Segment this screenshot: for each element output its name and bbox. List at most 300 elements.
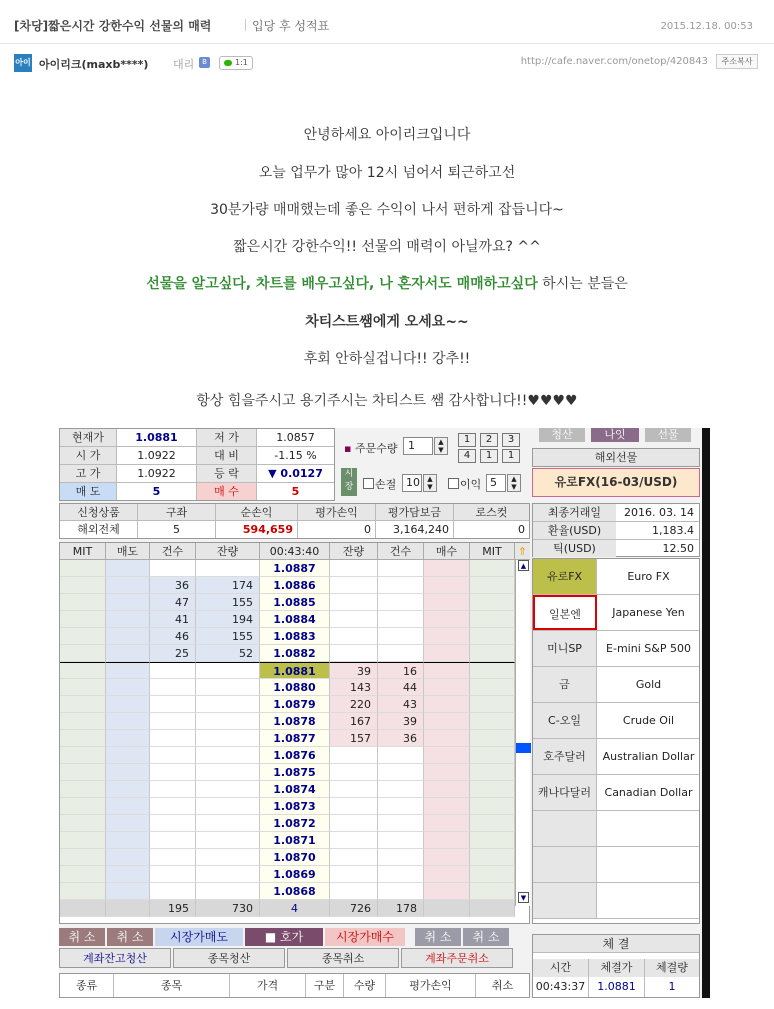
contract-info [532,503,700,557]
order-cell[interactable] [424,594,470,611]
qty-cell [330,764,378,781]
settle-buttons [59,948,530,969]
qty-preset-button[interactable]: 2 [480,433,498,447]
price-cell[interactable]: 1.0880 [260,679,330,696]
qty-cell [196,696,260,713]
chat-button[interactable] [219,56,253,70]
qty-cell [378,560,424,577]
body-line-magenta: 차티스트쌤에게 오세요~~ [305,314,469,330]
product-row-empty [533,883,699,919]
qty-cell: 52 [196,645,260,662]
order-cell[interactable] [424,815,470,832]
qty-cell [378,815,424,832]
order-cell[interactable] [106,713,150,730]
col-header: 종류 [60,974,114,997]
price-cell[interactable]: 1.0876 [260,747,330,764]
price-cell[interactable]: 1.0874 [260,781,330,798]
order-cell[interactable] [470,713,515,730]
qty-preset-button[interactable]: 1 [480,449,498,463]
order-cell[interactable] [106,594,150,611]
qty-cell [378,866,424,883]
qty-cell [330,866,378,883]
order-cell[interactable] [424,883,470,900]
body-line-green [0,273,774,293]
order-cell[interactable] [60,594,106,611]
qty-cell: 39 [330,662,378,679]
cell: 0 [518,523,525,536]
qty-cell [150,730,196,747]
col-header: 시간 [533,959,589,977]
scroll-up-icon[interactable]: ▲ [518,560,529,571]
product-row[interactable] [533,595,699,631]
qty-cell [150,679,196,696]
book-col-header: MIT [470,543,515,560]
qty-cell [196,747,260,764]
body-line: 항상 힘을주시고 용기주시는 차티스트 쌤 감사합니다!!♥♥♥♥ [196,393,578,409]
body-line: 오늘 업무가 많아 12시 넘어서 퇴근하고선 [258,165,516,181]
tab-settle[interactable]: 청산 [539,428,585,442]
qty-cell [330,628,378,645]
order-cell[interactable] [470,798,515,815]
qty-cell [150,883,196,900]
order-cell[interactable] [106,628,150,645]
market-buy-button[interactable]: 시장가매수 [325,928,405,946]
book-col-header: 매수 [424,543,470,560]
total-cell: 726 [330,900,378,917]
qty-cell: 167 [330,713,378,730]
empty-cell [533,847,597,882]
total-cell: 730 [196,900,260,917]
qty-cell: 194 [196,611,260,628]
price-cell[interactable]: 1.0882 [260,645,330,662]
qty-cell [330,611,378,628]
order-cell[interactable] [470,662,515,679]
info-label: 틱(USD) [533,540,616,557]
qty-cell [378,781,424,798]
price-cell[interactable]: 1.0887 [260,560,330,577]
scrollbar[interactable] [515,560,530,906]
qty-cell [196,883,260,900]
order-cell[interactable] [106,747,150,764]
qty-cell [378,594,424,611]
order-cell[interactable] [60,849,106,866]
order-cell[interactable] [106,798,150,815]
collapse-icon[interactable]: ⇑ [515,543,530,560]
col-header: 순손익 [216,504,298,521]
book-col-header: 건수 [150,543,196,560]
order-cell[interactable] [60,645,106,662]
profit-checkbox[interactable] [448,478,459,489]
price-cell[interactable]: 1.0869 [260,866,330,883]
quote-value: 1.0922 [116,465,196,482]
cancel-button[interactable]: 취 소 [415,928,461,946]
cell: 5 [138,521,216,538]
order-cell[interactable] [106,781,150,798]
col-header: 신청상품 [60,504,138,521]
order-cell[interactable] [106,662,150,679]
stop-checkbox[interactable] [363,478,374,489]
order-cell[interactable] [106,815,150,832]
product-row[interactable] [533,739,699,775]
order-cell[interactable] [60,798,106,815]
col-header: 평가담보금 [376,504,454,521]
order-book [59,542,530,924]
qty-cell: 143 [330,679,378,696]
qty-cell: 155 [196,594,260,611]
order-cell[interactable] [470,594,515,611]
stop-spinner[interactable]: ▲ ▼ [423,474,437,492]
qty-cell [150,764,196,781]
total-cell [470,900,515,917]
order-cell[interactable] [424,832,470,849]
order-cell[interactable] [424,560,470,577]
cell: 0 [298,521,376,538]
order-cell[interactable] [470,866,515,883]
qty-cell: 36 [150,577,196,594]
qty-cell [150,662,196,679]
qty-cell: 16 [378,662,424,679]
qty-cell [196,849,260,866]
qty-cell [330,594,378,611]
profit-spinner[interactable]: ▲ ▼ [507,474,521,492]
green-text: 선물을 알고싶다, 차트를 배우고싶다, 나 혼자서도 매매하고싶다 [146,276,538,292]
product-name: Crude Oil [622,714,675,727]
qty-cell [330,747,378,764]
total-cell [106,900,150,917]
order-cell[interactable] [60,781,106,798]
qty-preset-button[interactable]: 3 [502,433,520,447]
board-link[interactable]: 입당 후 성적표 [252,19,330,33]
order-qty-label: ▪ 주문수량 [344,442,398,455]
empty-cell [533,811,597,846]
post-title[interactable]: [차당]짧은시간 강한수익 선물의 매력 [14,19,212,33]
order-cell[interactable] [60,883,106,900]
market-button[interactable]: 시장 [341,468,357,496]
order-cell[interactable] [470,832,515,849]
qty-cell [196,815,260,832]
order-cell[interactable] [470,560,515,577]
price-cell[interactable]: 1.0885 [260,594,330,611]
info-value: 12.50 [662,542,694,555]
price-cell[interactable]: 1.0881 [260,662,330,679]
tab-night[interactable]: 나잇 [591,428,639,442]
qty-cell [150,560,196,577]
product-name: Canadian Dollar [604,786,693,799]
qty-cell: 25 [150,645,196,662]
order-cell[interactable] [470,611,515,628]
order-cell[interactable] [424,781,470,798]
qty-cell [196,679,260,696]
total-cell [60,900,106,917]
order-cell[interactable] [60,713,106,730]
quote-table [59,428,335,501]
order-cell[interactable] [424,866,470,883]
qty-cell [150,798,196,815]
stop-label: 손절 [375,478,397,491]
quote-label: 대 비 [196,447,256,464]
item-settle-button[interactable]: 종목청산 [173,948,285,968]
scroll-down-icon[interactable]: ▼ [518,892,529,903]
qty-cell [330,832,378,849]
qty-cell [150,781,196,798]
book-col-header: 건수 [378,543,424,560]
cancel-button[interactable]: 취 소 [463,928,509,946]
market-sell-button[interactable]: 시장가매도 [155,928,243,946]
order-cell[interactable] [60,628,106,645]
price-cell[interactable]: 1.0873 [260,798,330,815]
qty-cell [378,798,424,815]
order-cell[interactable] [60,747,106,764]
order-cell[interactable] [470,679,515,696]
item-cancel-button[interactable]: 종목취소 [287,948,399,968]
order-cell[interactable] [106,560,150,577]
order-qty-input[interactable]: 1 [403,437,433,455]
author-role: 대리 [173,58,195,71]
order-cell[interactable] [470,628,515,645]
copy-url-button[interactable]: 주소복사 [716,54,758,69]
qty-cell [378,849,424,866]
order-cell[interactable] [470,883,515,900]
qty-cell [150,747,196,764]
qty-cell: 41 [150,611,196,628]
order-cell[interactable] [470,849,515,866]
chat-bubble-icon [224,60,232,66]
info-label: 최종거래일 [533,504,616,521]
order-cell[interactable] [106,866,150,883]
order-cell[interactable] [60,611,106,628]
selected-product[interactable]: 유로FX(16-03/USD) [532,468,700,497]
net-pnl: 594,659 [216,521,298,538]
product-row[interactable] [533,703,699,739]
order-cell[interactable] [106,849,150,866]
col-header: 체결량 [645,959,699,977]
qty-preset-button[interactable]: 1 [502,449,520,463]
order-cell[interactable] [424,628,470,645]
order-cell[interactable] [424,764,470,781]
price-cell[interactable]: 1.0877 [260,730,330,747]
qty-cell [330,798,378,815]
qty-cell [378,628,424,645]
post-url[interactable]: http://cafe.naver.com/onetop/420843 [520,56,708,67]
account-order-cancel-button[interactable]: 계좌주문취소 [401,948,513,968]
qty-cell [196,560,260,577]
sell-label: 매 도 [60,483,116,500]
quote-value: -1.15 % [256,447,334,464]
qty-cell [196,798,260,815]
order-cell[interactable] [60,662,106,679]
order-cell[interactable] [106,832,150,849]
order-cell[interactable] [106,764,150,781]
order-cell[interactable] [106,577,150,594]
qty-cell [378,747,424,764]
price-cell[interactable]: 1.0872 [260,815,330,832]
qty-cell [378,645,424,662]
author-name[interactable]: 아이리크(maxb****) [39,58,149,71]
body-line: 안녕하세요 아이리크입니다 [303,127,471,143]
order-cell[interactable] [60,560,106,577]
order-cell[interactable] [470,696,515,713]
green-suffix: 하시는 분들은 [537,276,628,292]
product-name: Gold [635,678,662,691]
order-cell[interactable] [424,577,470,594]
book-col-header: 잔량 [196,543,260,560]
cell: 해외전체 [60,521,138,538]
order-cell[interactable] [60,679,106,696]
qty-cell [330,645,378,662]
exec-time: 00:43:37 [533,977,589,997]
order-cell[interactable] [60,696,106,713]
buy-label: 매 수 [196,483,256,500]
order-cell[interactable] [424,662,470,679]
tab-futures[interactable]: 선물 [645,428,691,442]
order-cell[interactable] [60,764,106,781]
qty-cell: 220 [330,696,378,713]
avatar[interactable]: 아이 [14,54,32,72]
order-cell[interactable] [424,730,470,747]
book-col-header: 00:43:40 [260,543,330,560]
qty-cell [196,866,260,883]
qty-cell [196,781,260,798]
col-header: 체결가 [589,959,645,977]
order-cell[interactable] [106,611,150,628]
order-cell[interactable] [424,679,470,696]
order-cell[interactable] [424,611,470,628]
qty-cell [196,730,260,747]
product-code: 캐나다달러 [533,775,597,810]
col-header: 구분 [306,974,344,997]
order-cell[interactable] [424,798,470,815]
qty-spinner[interactable]: ▲ ▼ [434,437,448,455]
order-cell[interactable] [424,747,470,764]
order-cell[interactable] [424,696,470,713]
price-cell[interactable]: 1.0879 [260,696,330,713]
order-cell[interactable] [106,645,150,662]
quote-label: 등 락 [196,465,256,482]
qty-cell [330,883,378,900]
price-cell[interactable]: 1.0875 [260,764,330,781]
qty-cell: 157 [330,730,378,747]
profit-label: 이익 [460,478,482,491]
order-cell[interactable] [470,764,515,781]
product-row[interactable] [533,631,699,667]
col-header: 취소 [491,979,514,992]
info-label: 환율(USD) [533,522,616,539]
order-cell[interactable] [106,730,150,747]
total-cell: 195 [150,900,196,917]
qty-cell [150,866,196,883]
qty-cell [150,815,196,832]
product-code: 일본엔 [533,595,597,630]
info-value: 1,183.4 [652,524,694,537]
order-cell[interactable] [60,815,106,832]
trading-screenshot [59,428,710,998]
order-cell[interactable] [60,577,106,594]
stop-input[interactable]: 10 [402,474,422,492]
cancel-button[interactable]: 취 소 [107,928,153,946]
order-cell[interactable] [470,747,515,764]
product-row[interactable] [533,559,699,595]
quote-value: 1.0922 [116,447,196,464]
qty-preset-button[interactable]: 4 [458,449,476,463]
profit-input[interactable]: 5 [486,474,506,492]
product-code: C-오일 [533,703,597,738]
price-cell[interactable]: 1.0868 [260,883,330,900]
product-name: Japanese Yen [612,606,685,619]
body-line: 짧은시간 강한수익!! 선물의 매력이 아닐까요? ^^ [233,239,541,255]
product-name: Euro FX [627,570,670,583]
product-row[interactable] [533,667,699,703]
qty-cell [150,849,196,866]
col-header: 가격 [230,974,306,997]
price-cell[interactable]: 1.0886 [260,577,330,594]
order-cell[interactable] [470,730,515,747]
exec-price: 1.0881 [589,977,645,997]
execution-title: 체 결 [533,935,699,953]
price-cell[interactable]: 1.0884 [260,611,330,628]
order-cell[interactable] [106,679,150,696]
order-cell[interactable] [424,645,470,662]
qty-cell: 174 [196,577,260,594]
price-cell[interactable]: 1.0878 [260,713,330,730]
chat-label: 1:1 [235,58,248,67]
book-col-header: 잔량 [330,543,378,560]
qty-cell [378,611,424,628]
qty-cell [196,713,260,730]
order-cell[interactable] [106,696,150,713]
order-cell[interactable] [106,883,150,900]
total-cell [424,900,470,917]
price-cell[interactable]: 1.0870 [260,849,330,866]
order-cell[interactable] [424,713,470,730]
product-row[interactable] [533,775,699,811]
qty-cell [378,577,424,594]
order-panel [336,428,526,501]
qty-cell [378,764,424,781]
body-line: 후회 안하실겁니다!! 강추!! [303,351,471,367]
buy-value: 5 [256,483,334,500]
order-cell[interactable] [470,781,515,798]
account-settle-button[interactable]: 계좌잔고청산 [59,948,171,968]
price-cell[interactable]: 1.0871 [260,832,330,849]
order-cell[interactable] [60,730,106,747]
post-date: 2015.12.18. 00:53 [660,21,753,32]
qty-cell [150,832,196,849]
tab-bar [531,428,710,446]
order-cell[interactable] [470,815,515,832]
scroll-thumb[interactable] [516,743,531,753]
body-line: 30분가량 매매했는데 좋은 수익이 나서 편하게 잡듭니다~ [210,202,564,218]
quote-label: 저 가 [196,429,256,446]
quote-button[interactable]: ■ 호가 [245,928,323,946]
order-cell[interactable] [470,577,515,594]
qty-cell: 47 [150,594,196,611]
sell-value: 5 [116,483,196,500]
order-cell[interactable] [470,645,515,662]
total-cell: 178 [378,900,424,917]
qty-cell [378,832,424,849]
order-cell[interactable] [424,849,470,866]
quote-label: 시 가 [60,447,116,464]
cell: 3,164,240 [376,521,454,538]
col-header: 평가손익 [298,504,376,521]
price-cell[interactable]: 1.0883 [260,628,330,645]
exec-qty: 1 [668,980,676,993]
cancel-button[interactable]: 취 소 [59,928,105,946]
col-header: 수량 [344,974,386,997]
order-cell[interactable] [60,866,106,883]
order-cell[interactable] [60,832,106,849]
qty-preset-button[interactable]: 1 [458,433,476,447]
